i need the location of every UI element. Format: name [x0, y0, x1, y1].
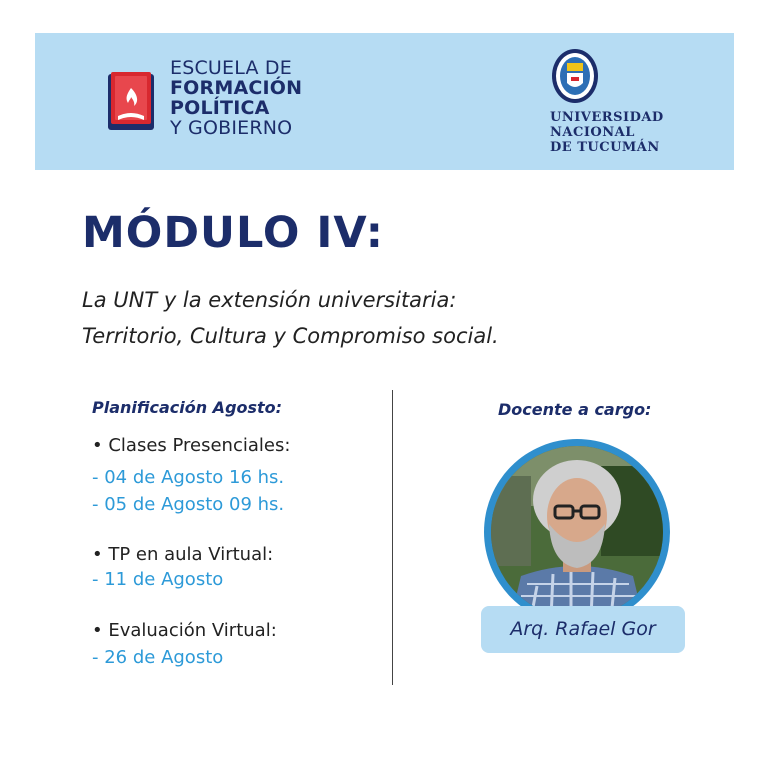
school-logo-icon: [106, 70, 156, 134]
teacher-heading: Docente a cargo:: [498, 400, 652, 419]
class-date-2: - 05 de Agosto 09 hs.: [92, 494, 285, 515]
school-name-line2: FORMACIÓN: [170, 77, 303, 99]
university-seal-icon: [550, 47, 600, 105]
tp-date: - 11 de Agosto: [92, 569, 224, 590]
module-subtitle-line1: La UNT y la extensión universitaria:: [82, 288, 457, 312]
column-divider: [392, 390, 393, 685]
teacher-name-box: [481, 606, 685, 653]
tp-label: • TP en aula Virtual:: [92, 544, 274, 565]
school-name-line1: ESCUELA DE: [170, 57, 292, 79]
school-name: [170, 58, 350, 138]
school-name-line3: POLÍTICA: [170, 97, 270, 119]
university-name-line2: NACIONAL: [550, 125, 635, 140]
planning-heading: Planificación Agosto:: [92, 398, 283, 417]
evaluation-label: • Evaluación Virtual:: [92, 620, 277, 641]
teacher-name: Arq. Rafael Gor: [510, 618, 656, 640]
module-subtitle-line2: Territorio, Cultura y Compromiso social.: [82, 324, 499, 348]
classes-label: • Clases Presenciales:: [92, 435, 291, 456]
evaluation-date: - 26 de Agosto: [92, 647, 224, 668]
class-date-1: - 04 de Agosto 16 hs.: [92, 467, 285, 488]
module-title: MÓDULO IV:: [82, 208, 384, 258]
teacher-portrait-icon: [491, 446, 663, 618]
university-name-line1: UNIVERSIDAD: [550, 110, 664, 125]
university-name: [550, 110, 680, 155]
university-name-line3: DE TUCUMÁN: [550, 140, 660, 155]
module-subtitle: [82, 282, 702, 354]
school-name-line4: Y GOBIERNO: [170, 117, 293, 139]
